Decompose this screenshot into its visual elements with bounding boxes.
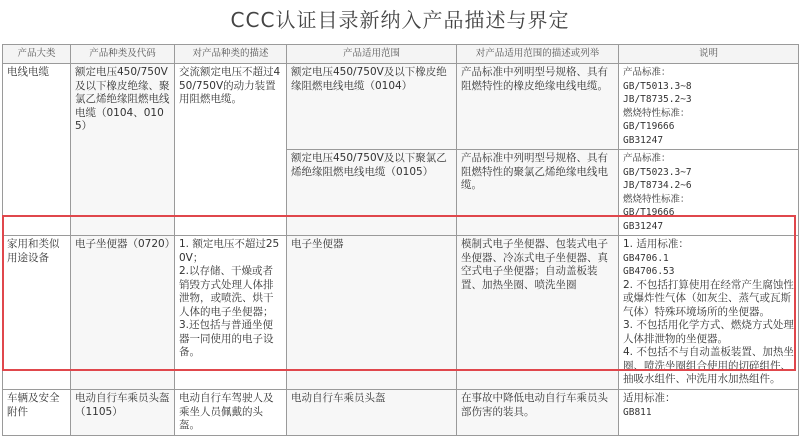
note-line: 产品标准： bbox=[623, 67, 671, 78]
page-title: CCC认证目录新纳入产品描述与界定 bbox=[230, 8, 570, 32]
header-type-desc: 对产品种类的描述 bbox=[175, 45, 287, 64]
cell-notes bbox=[619, 236, 799, 390]
note-line: GB/T5013.3~8 bbox=[623, 80, 692, 92]
note-line: GB/T19666 bbox=[623, 121, 675, 132]
header-type-code: 产品种类及代码 bbox=[71, 45, 175, 64]
note-line: 燃烧特性标准： bbox=[623, 193, 690, 205]
table-row bbox=[3, 64, 799, 150]
note-line: GB31247 bbox=[623, 134, 664, 146]
note-line: 适用标准： bbox=[623, 392, 676, 404]
cell-notes bbox=[619, 390, 799, 436]
note-line: GB/T5023.3~7 bbox=[623, 166, 692, 178]
desc-line: 2.以存储、干燥或者销毁方式处理人体排泄物，或喷洗、烘干人体的电子坐便器； bbox=[179, 265, 274, 318]
cell-type-code: 额定电压450/750V及以下橡皮绝缘、聚氯乙烯绝缘阻燃电线电缆（0104、0105） bbox=[71, 64, 175, 236]
cell-scope-desc: 模制式电子坐便器、包装式电子坐便器、冷冻式电子坐便器、真空式电子坐便器；自动盖板装置、加热坐圈、喷洗坐圈 bbox=[457, 236, 619, 390]
cell-scope: 电动自行车乘员头盔 bbox=[287, 390, 457, 436]
note-line: JB/T8734.2~6 bbox=[623, 180, 692, 191]
cell-scope-desc: 在事故中降低电动自行车乘员头部伤害的装具。 bbox=[457, 390, 619, 436]
note-line: 1. 适用标准： bbox=[623, 238, 689, 250]
note-line: GB/T19666 bbox=[623, 207, 675, 218]
product-table bbox=[2, 44, 799, 436]
cell-notes bbox=[619, 150, 799, 236]
desc-line: 1. 额定电压不超过250V； bbox=[179, 238, 280, 264]
cell-category: 家用和类似用途设备 bbox=[3, 236, 71, 390]
note-line: 3. 不包括用化学方式、燃烧方式处理人体排泄物的坐便器。 bbox=[623, 319, 794, 345]
note-line: GB811 bbox=[623, 406, 652, 418]
table-row bbox=[3, 236, 799, 390]
cell-scope-desc: 产品标准中列明型号规格、具有阻燃特性的聚氯乙烯绝缘电线电缆。 bbox=[457, 150, 619, 236]
cell-type-code: 电子坐便器（0720） bbox=[71, 236, 175, 390]
cell-notes bbox=[619, 64, 799, 150]
header-scope: 产品适用范围 bbox=[287, 45, 457, 64]
cell-type-code: 电动自行车乘员头盔（1105） bbox=[71, 390, 175, 436]
note-line: GB4706.1 bbox=[623, 252, 669, 264]
cell-type-desc bbox=[175, 236, 287, 390]
note-line: 2. 不包括打算使用在经常产生腐蚀性或爆炸性气体（如灰尘、蒸气或瓦斯气体）特殊环境场所的坐便器。 bbox=[623, 278, 794, 318]
cell-type-desc: 交流额定电压不超过450/750V的动力装置用阻燃电缆。 bbox=[175, 64, 287, 236]
table-header-row bbox=[3, 45, 799, 64]
cell-scope: 额定电压450/750V及以下聚氯乙烯绝缘阻燃电线电缆（0105） bbox=[287, 150, 457, 236]
header-category: 产品大类 bbox=[3, 45, 71, 64]
note-line: GB4706.53 bbox=[623, 266, 675, 277]
cell-category: 车辆及安全附件 bbox=[3, 390, 71, 436]
cell-type-desc: 电动自行车驾驶人及乘坐人员佩戴的头盔。 bbox=[175, 390, 287, 436]
cell-scope: 电子坐便器 bbox=[287, 236, 457, 390]
cell-category: 电线电缆 bbox=[3, 64, 71, 236]
desc-line: 3.还包括与普通坐便器一同使用的电子设备。 bbox=[179, 319, 274, 358]
note-line: GB31247 bbox=[623, 220, 664, 232]
note-line: 4. 不包括不与自动盖板装置、加热坐圈、喷洗坐圈组合使用的切碎组件、抽吸水组件、冲洗用水加热组件。 bbox=[623, 346, 794, 385]
note-line: 产品标准： bbox=[623, 153, 671, 164]
cell-scope-desc: 产品标准中列明型号规格、具有阻燃特性的橡皮绝缘电线电缆。 bbox=[457, 64, 619, 150]
note-line: 燃烧特性标准： bbox=[623, 107, 690, 119]
cell-scope: 额定电压450/750V及以下橡皮绝缘阻燃电线电缆（0104） bbox=[287, 64, 457, 150]
header-scope-desc: 对产品适用范围的描述或列举 bbox=[457, 45, 619, 64]
header-notes: 说明 bbox=[619, 45, 799, 64]
table-row bbox=[3, 390, 799, 436]
note-line: JB/T8735.2~3 bbox=[623, 94, 692, 105]
